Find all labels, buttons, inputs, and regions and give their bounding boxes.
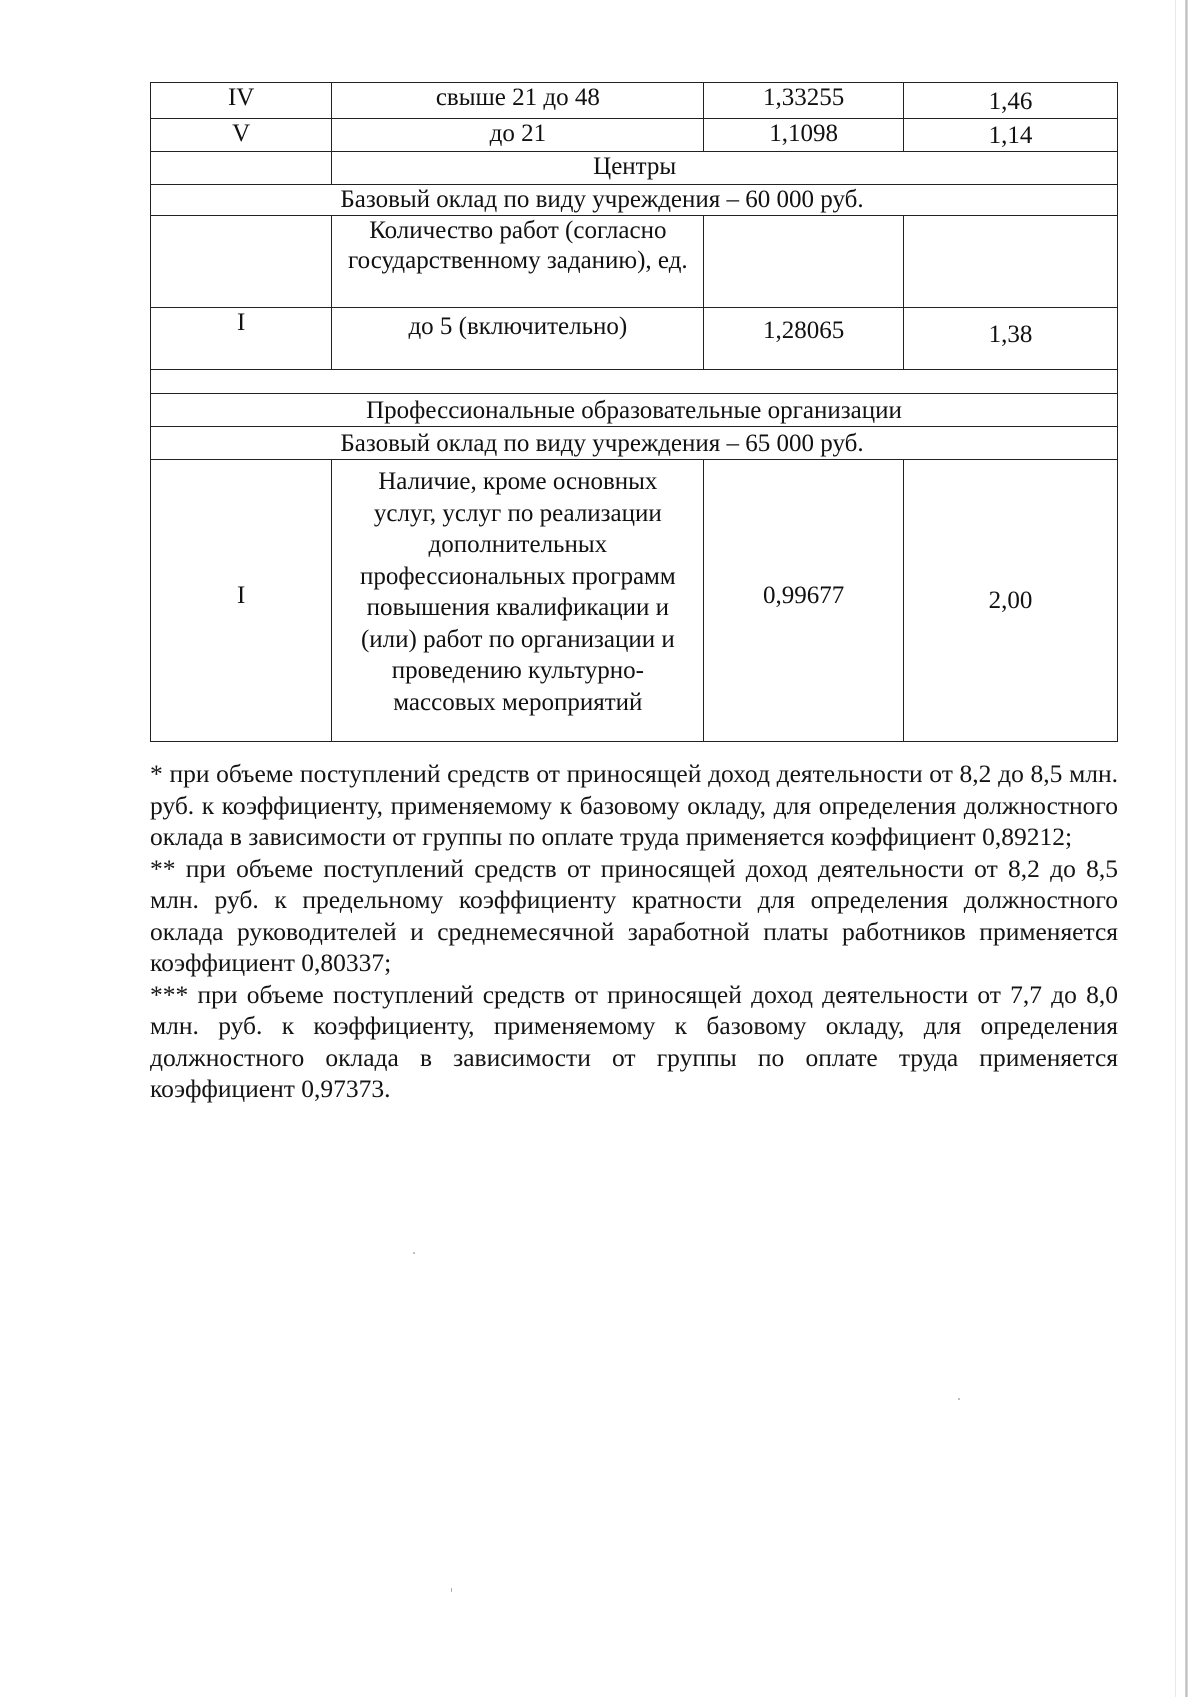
coefficient-cell: 1,33255 — [704, 83, 904, 119]
scan-edge-shadow — [1185, 0, 1188, 1697]
criterion-cell: до 5 (включительно) — [332, 308, 704, 370]
table-row-group-v — [151, 119, 1118, 152]
criterion-cell: Наличие, кроме основных услуг, услуг по реализации дополнительных профессиональных программ повышения квалификации и (или) работ по организации и проведению культурно-массовых мероприятий — [332, 460, 704, 742]
salary-coefficient-table — [150, 82, 1118, 742]
group-cell: V — [151, 119, 332, 152]
criterion-cell: свыше 21 до 48 — [332, 83, 704, 119]
criterion-cell: до 21 — [332, 119, 704, 152]
footnote-3: *** при объеме поступлений средств от приносящей доход деятельности от 7,7 до 8,0 млн. руб. к коэффициенту, применяемому к базовому окладу, для определения должностного оклада в зависимости от группы по оплате труда применяется коэффициент 0,97373. — [150, 979, 1118, 1103]
limit-cell: 2,00 — [904, 460, 1118, 742]
limit-cell: 1,14 — [904, 119, 1118, 152]
criterion-header: Количество работ (согласно государственному заданию), ед. — [332, 216, 704, 308]
limit-cell: 1,46 — [904, 83, 1118, 119]
section-title-row — [151, 152, 1118, 185]
footnote-2: ** при объеме поступлений средств от приносящей доход деятельности от 8,2 до 8,5 млн. руб. к предельному коэффициенту кратности для определения должностного оклада руководителей и среднемесячной заработной платы работников применяется коэффициент 0,80337; — [150, 853, 1118, 977]
group-cell: I — [151, 308, 332, 370]
spacer-row — [151, 370, 1118, 394]
section-title-centers: Центры — [332, 152, 1118, 185]
criterion-header-row — [151, 216, 1118, 308]
scan-speck — [413, 1252, 415, 1254]
coefficient-cell: 0,99677 — [704, 460, 904, 742]
base-salary-centers: Базовый оклад по виду учреждения – 60 000 руб. — [151, 185, 1118, 216]
coefficient-cell: 1,1098 — [704, 119, 904, 152]
table-row-centers-group-i — [151, 308, 1118, 370]
group-cell: I — [151, 460, 332, 742]
section-title-prof: Профессиональные образовательные организации — [151, 394, 1118, 427]
limit-cell: 1,38 — [904, 308, 1118, 370]
footnotes — [150, 758, 1118, 1105]
group-cell: IV — [151, 83, 332, 119]
scan-speck — [958, 1398, 960, 1400]
table-row-prof-group-i — [151, 460, 1118, 742]
footnote-1: * при объеме поступлений средств от приносящей доход деятельности от 8,2 до 8,5 млн. руб. к коэффициенту, применяемому к базовому окладу, для определения должностного оклада в зависимости от группы по оплате труда применяется коэффициент 0,89212; — [150, 759, 1118, 851]
section-title-row — [151, 394, 1118, 427]
scan-speck — [451, 1588, 452, 1592]
base-salary-prof: Базовый оклад по виду учреждения – 65 000 руб. — [151, 427, 1118, 460]
base-salary-row — [151, 427, 1118, 460]
table-row-group-iv — [151, 83, 1118, 119]
coefficient-cell: 1,28065 — [704, 308, 904, 370]
base-salary-row — [151, 185, 1118, 216]
scan-edge-line — [1175, 0, 1176, 1697]
